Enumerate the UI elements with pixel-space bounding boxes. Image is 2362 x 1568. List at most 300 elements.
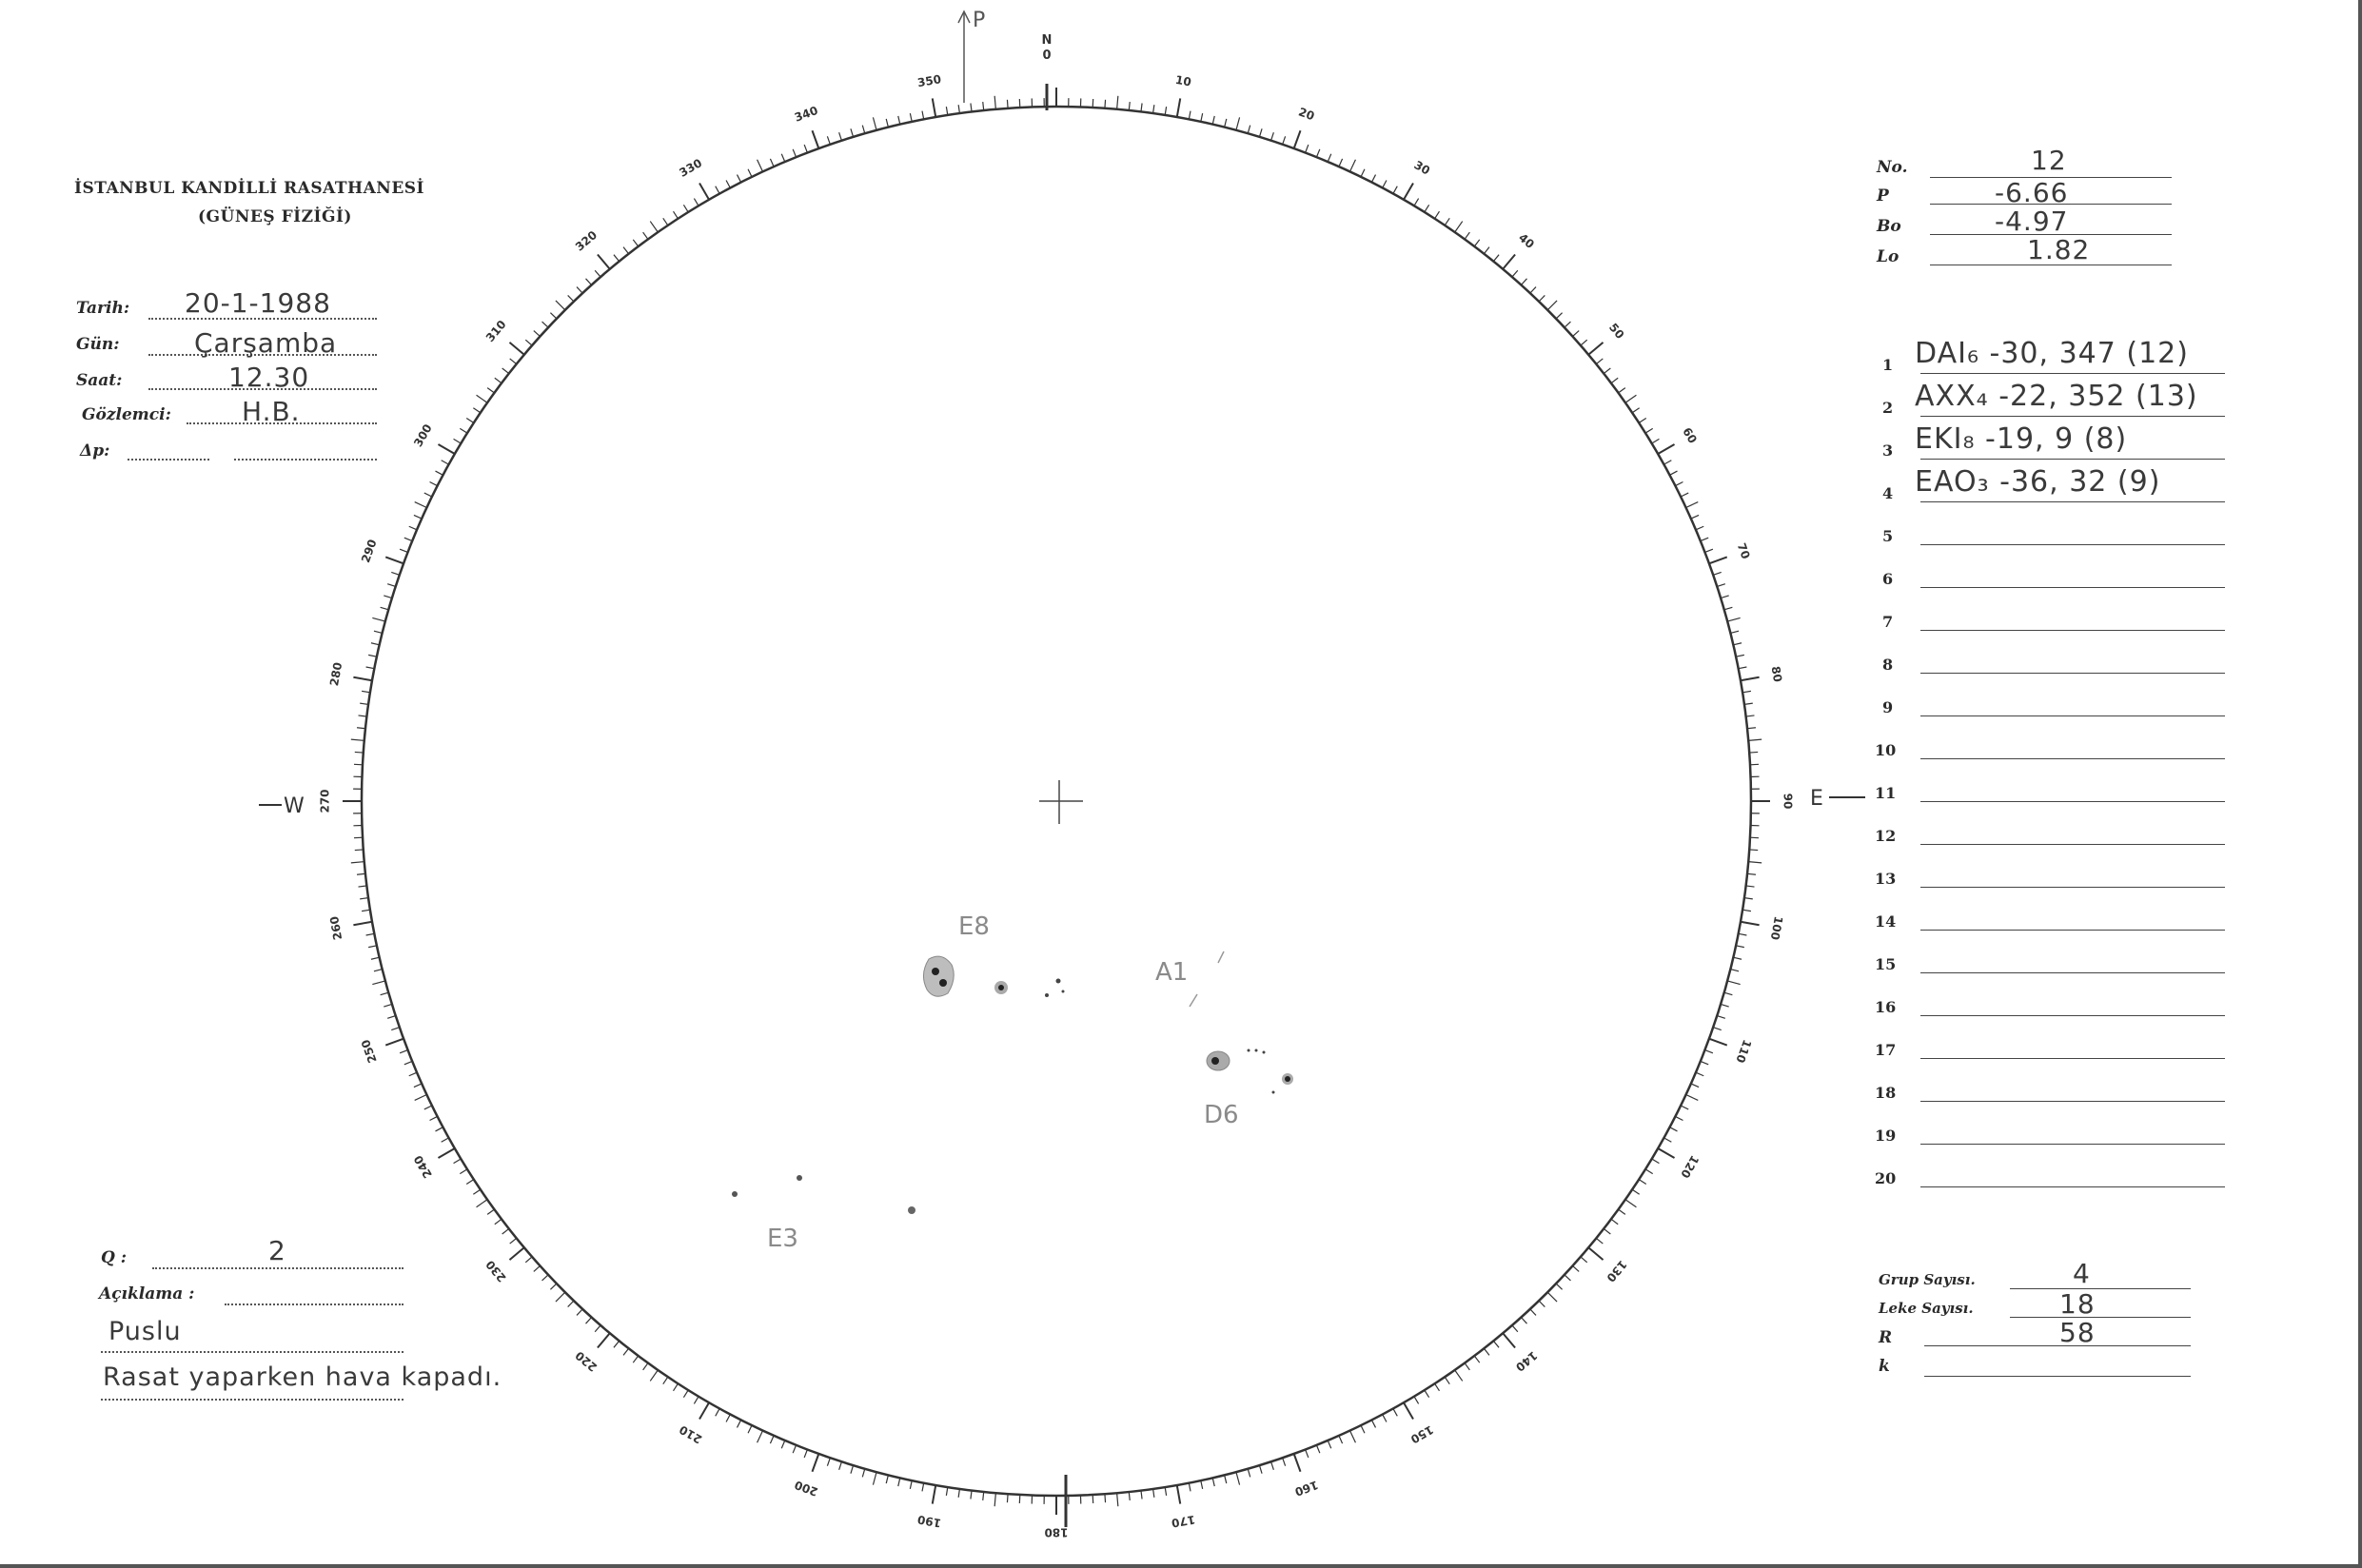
p-value: -6.66: [1995, 177, 2069, 208]
scale-tick: [1445, 1377, 1449, 1383]
scale-tick: [1474, 1356, 1479, 1362]
group-row-number: 4: [1882, 484, 1894, 502]
scale-tick: [1652, 439, 1660, 443]
scale-tick: [387, 1016, 396, 1019]
scale-tick: [946, 1487, 947, 1496]
scale-tick: [1455, 1370, 1463, 1381]
scale-tick: [534, 1265, 541, 1271]
scale-tick: [1701, 1061, 1708, 1064]
disk-center-crosshair: [1039, 780, 1083, 824]
degree-label: 290: [358, 537, 380, 565]
scale-tick: [357, 873, 365, 874]
r-label: R: [1879, 1328, 1893, 1347]
degree-label: 350: [915, 72, 943, 90]
scale-tick: [1652, 1159, 1660, 1164]
saat-label: Saat:: [76, 371, 123, 390]
spot-label-e3: E3: [767, 1225, 798, 1253]
degree-label: 260: [327, 914, 345, 942]
scale-tick: [1165, 107, 1166, 115]
scale-tick: [971, 1491, 972, 1499]
p-label: P: [1877, 186, 1889, 206]
degree-label: 60: [1680, 425, 1700, 446]
scale-tick: [1294, 130, 1301, 148]
group-row-line: [1920, 715, 2225, 716]
degree-label: 190: [915, 1512, 943, 1530]
degree-label: 120: [1678, 1152, 1702, 1181]
note-line-2: Rasat yaparken hava kapadı.: [103, 1362, 502, 1392]
degree-label: 40: [1516, 230, 1537, 252]
scale-tick: [1105, 1494, 1106, 1502]
scale-tick: [1189, 111, 1191, 120]
aciklama-line: [225, 1303, 404, 1305]
group-row-number: 6: [1882, 570, 1894, 588]
scale-tick: [839, 132, 842, 141]
scale-tick: [1484, 1348, 1489, 1355]
scale-tick: [1306, 1450, 1309, 1458]
scale-tick: [1681, 1106, 1688, 1109]
degree-label: 10: [1174, 72, 1192, 89]
scale-tick: [460, 428, 467, 433]
scale-tick: [381, 607, 389, 609]
bo-label: Bo: [1877, 217, 1901, 236]
degree-label: 50: [1605, 321, 1627, 342]
aciklama-label: Açıklama :: [99, 1284, 195, 1303]
scale-tick: [1746, 715, 1755, 716]
group-row-line: [1920, 1058, 2225, 1059]
scale-tick: [1721, 596, 1729, 598]
scale-tick: [1604, 1228, 1610, 1234]
scale-tick: [1225, 119, 1227, 127]
scale-tick: [886, 1475, 888, 1483]
scale-tick: [1713, 1028, 1722, 1030]
degree-label: 100: [1767, 914, 1785, 942]
scale-tick: [758, 1431, 763, 1443]
scale-tick: [674, 1383, 679, 1391]
group-row-number: 10: [1875, 741, 1897, 759]
scale-tick: [371, 957, 380, 959]
scale-tick: [873, 1472, 876, 1485]
scale-tick: [1425, 1390, 1429, 1398]
scale-tick: [568, 295, 574, 301]
scale-tick: [387, 584, 396, 587]
degree-label: 280: [327, 660, 345, 688]
scale-tick: [1236, 117, 1240, 130]
scale-tick: [495, 1219, 502, 1224]
scale-tick: [1670, 1127, 1678, 1131]
scale-tick: [623, 247, 629, 254]
scale-tick: [1696, 526, 1703, 530]
scale-tick: [873, 117, 876, 130]
group-row-line: [1920, 1186, 2225, 1187]
degree-label: 330: [677, 156, 705, 180]
scale-tick: [577, 287, 582, 294]
group-row-line: [1920, 1015, 2225, 1016]
degree-label: 30: [1411, 158, 1432, 178]
degree-label: 240: [411, 1152, 435, 1181]
scale-tick: [827, 136, 830, 145]
scale-tick: [1465, 1363, 1469, 1370]
scale-tick: [1727, 617, 1741, 621]
east-label: E: [1810, 787, 1823, 811]
scale-tick: [1675, 482, 1683, 486]
degree-label: 210: [677, 1422, 705, 1446]
scale-tick: [886, 119, 888, 127]
scale-tick: [1105, 100, 1106, 108]
scale-tick: [1747, 873, 1756, 874]
scale-tick: [726, 181, 730, 188]
scale-tick: [368, 946, 377, 948]
lo-value: 1.82: [2027, 234, 2091, 265]
scale-tick: [694, 199, 699, 206]
scale-tick: [1639, 1180, 1646, 1185]
scale-tick: [525, 1257, 532, 1263]
scale-tick: [400, 549, 407, 552]
scale-tick: [409, 526, 417, 530]
scale-tick: [898, 1478, 900, 1486]
scale-tick: [487, 1209, 494, 1214]
scale-tick: [1259, 128, 1262, 137]
scale-tick: [633, 1356, 638, 1362]
scale-tick: [510, 359, 517, 364]
scale-tick: [595, 1325, 600, 1332]
no-value: 12: [2031, 145, 2067, 176]
scale-tick: [1435, 211, 1440, 219]
group-row-number: 15: [1875, 955, 1897, 973]
scale-tick: [781, 1441, 785, 1448]
scale-tick: [1604, 368, 1610, 374]
scale-tick: [1705, 549, 1713, 552]
scale-tick: [674, 211, 679, 219]
scale-tick: [430, 482, 438, 486]
scale-tick: [793, 149, 796, 157]
scale-tick: [1539, 1301, 1545, 1306]
group-row-line: [1920, 416, 2225, 417]
scale-tick: [359, 886, 367, 887]
group-row-number: 14: [1875, 912, 1897, 931]
scale-tick: [1165, 1487, 1166, 1496]
scale-tick: [683, 205, 688, 212]
scale-tick: [525, 340, 532, 345]
scale-tick: [958, 1489, 959, 1498]
spot-group-d6: [1204, 1049, 1293, 1130]
degree-label: 250: [358, 1037, 380, 1066]
scale-tick: [1632, 1189, 1639, 1194]
scale-tick: [366, 667, 375, 669]
degree-scale: [319, 72, 1795, 1539]
scale-tick: [368, 655, 377, 657]
leke-value: 18: [2059, 1288, 2096, 1320]
group-row-text: EAO₃ -36, 32 (9): [1915, 465, 2161, 499]
scale-tick: [556, 301, 565, 310]
scale-tick: [351, 862, 364, 863]
scale-tick: [898, 116, 900, 125]
scale-tick: [360, 898, 368, 899]
scale-tick: [424, 493, 432, 497]
leke-label: Leke Sayısı.: [1879, 1300, 1974, 1317]
group-row-number: 19: [1875, 1127, 1897, 1145]
scale-tick: [1007, 1494, 1008, 1502]
scale-tick: [1129, 102, 1130, 110]
scale-tick: [663, 218, 668, 225]
scale-tick: [351, 739, 364, 740]
scale-tick: [1248, 126, 1250, 134]
scale-tick: [1619, 1209, 1625, 1214]
scale-tick: [1212, 116, 1214, 125]
scale-tick: [1572, 331, 1579, 337]
scale-tick: [1404, 1402, 1413, 1419]
group-row-line: [1920, 887, 2225, 888]
scale-tick: [1565, 1275, 1571, 1281]
degree-label: 70: [1734, 540, 1753, 561]
degree-label: 200: [792, 1478, 820, 1499]
scale-tick: [542, 1275, 549, 1281]
scale-tick: [542, 322, 549, 327]
group-row-number: 12: [1875, 827, 1897, 845]
scale-tick: [1117, 96, 1118, 109]
scale-tick: [1259, 1465, 1262, 1474]
spot-group-e8: [923, 912, 1064, 997]
group-row-line: [1920, 373, 2225, 374]
scale-tick: [1739, 933, 1747, 935]
scale-tick: [699, 183, 709, 199]
group-row-text: AXX₄ -22, 352 (13): [1915, 380, 2198, 413]
scale-tick: [1393, 186, 1397, 194]
scale-tick: [812, 130, 818, 148]
scale-tick: [650, 1370, 658, 1381]
scale-tick: [598, 1333, 610, 1347]
scale-tick: [738, 175, 741, 183]
k-label: k: [1879, 1357, 1890, 1376]
scale-tick: [442, 1138, 449, 1142]
group-row-line: [1920, 630, 2225, 631]
scale-tick: [577, 1309, 582, 1316]
scale-tick: [355, 850, 364, 851]
department-title: (GÜNEŞ FİZİĞİ): [198, 207, 352, 226]
scale-tick: [598, 254, 610, 268]
scale-tick: [1283, 136, 1286, 145]
group-row-text: DAI₆ -30, 347 (12): [1915, 337, 2189, 370]
scale-tick: [1645, 1169, 1653, 1174]
group-row-line: [1920, 1101, 2225, 1102]
scale-tick: [359, 715, 367, 716]
group-row-number: 5: [1882, 527, 1894, 545]
scale-tick: [1686, 1095, 1699, 1101]
scale-tick: [1361, 1425, 1365, 1433]
scale-tick: [994, 1493, 995, 1506]
scale-tick: [385, 1039, 404, 1046]
scale-tick: [362, 691, 370, 692]
group-row-text: EKI₈ -19, 9 (8): [1915, 422, 2128, 456]
scale-tick: [1539, 295, 1545, 301]
scale-tick: [1512, 1325, 1518, 1332]
degree-label: 20: [1296, 105, 1317, 124]
scale-tick: [495, 378, 502, 382]
group-row-number: 20: [1875, 1169, 1897, 1187]
group-row-line: [1920, 1144, 2225, 1145]
scale-tick: [404, 538, 412, 540]
saat-value: 12.30: [228, 362, 310, 393]
scale-tick: [1294, 1454, 1301, 1472]
group-row-line: [1920, 972, 2225, 973]
scale-tick: [851, 1465, 854, 1474]
scale-tick: [1328, 154, 1331, 162]
scale-tick: [1701, 538, 1708, 540]
scale-tick: [910, 1480, 912, 1489]
scale-tick: [355, 752, 364, 753]
scale-tick: [454, 1159, 462, 1164]
scale-tick: [827, 1458, 830, 1466]
scale-tick: [442, 461, 449, 464]
scale-tick: [1383, 1415, 1387, 1422]
group-row-line: [1920, 587, 2225, 588]
scale-tick: [362, 910, 370, 911]
scale-tick: [371, 643, 380, 645]
scale-tick: [1730, 631, 1739, 633]
group-row-number: 17: [1875, 1041, 1897, 1059]
scale-tick: [1455, 222, 1463, 232]
scale-tick: [1129, 1492, 1130, 1500]
scale-tick: [1383, 181, 1387, 188]
scale-tick: [1717, 584, 1725, 587]
scale-tick: [466, 1180, 474, 1185]
scale-tick: [550, 313, 556, 319]
scale-tick: [374, 631, 383, 633]
note-line-1-rule: [101, 1351, 404, 1353]
scale-tick: [1736, 946, 1744, 948]
scale-tick: [1748, 739, 1762, 740]
dp-line-2: [234, 459, 377, 461]
scale-tick: [1746, 886, 1755, 887]
scale-tick: [550, 1284, 556, 1289]
scale-tick: [1686, 502, 1699, 508]
scale-tick: [1696, 1072, 1703, 1076]
scale-tick: [1339, 159, 1343, 167]
scale-tick: [415, 502, 427, 508]
scale-tick: [1596, 359, 1603, 364]
scale-tick: [1484, 247, 1489, 254]
spot-label-a1: A1: [1155, 958, 1189, 987]
scale-tick: [614, 1341, 620, 1347]
scale-tick: [1565, 322, 1571, 327]
scale-tick: [414, 515, 422, 519]
group-row-number: 13: [1875, 870, 1897, 888]
group-row-line: [1920, 544, 2225, 545]
scale-tick: [1663, 1138, 1671, 1142]
scale-tick: [812, 1454, 818, 1472]
scale-tick: [510, 1238, 517, 1244]
scale-tick: [770, 159, 774, 167]
scale-tick: [1503, 1333, 1515, 1347]
degree-label: 150: [1407, 1422, 1436, 1446]
note-line-1: Puslu: [108, 1317, 182, 1346]
scale-tick: [436, 1127, 443, 1131]
scale-tick: [1658, 1148, 1674, 1158]
scale-tick: [946, 107, 947, 115]
scale-tick: [643, 232, 648, 239]
scale-tick: [1153, 105, 1154, 113]
scale-tick: [1670, 471, 1678, 475]
scale-tick: [804, 1450, 807, 1458]
scale-tick: [384, 1004, 392, 1007]
scale-tick: [1316, 1445, 1319, 1453]
scale-tick: [1691, 515, 1699, 519]
scale-tick: [1625, 1200, 1636, 1207]
group-row-number: 7: [1882, 613, 1894, 631]
degree-label: 300: [411, 421, 435, 450]
scale-tick: [438, 1148, 454, 1158]
scale-tick: [1619, 388, 1625, 393]
scale-tick: [1709, 557, 1727, 563]
spot-label-e8: E8: [958, 912, 990, 941]
scale-tick: [1435, 1383, 1440, 1391]
scale-tick: [1724, 992, 1733, 994]
k-line: [1924, 1376, 2191, 1377]
scale-tick: [438, 444, 454, 454]
q-value: 2: [268, 1235, 286, 1266]
scale-tick: [1393, 1408, 1397, 1416]
degree-label: 180: [1044, 1525, 1069, 1539]
scale-tick: [1658, 444, 1674, 454]
tarih-value: 20-1-1988: [185, 287, 331, 319]
group-row-number: 8: [1882, 656, 1894, 674]
scale-tick: [1596, 1238, 1603, 1244]
scale-tick: [1248, 1469, 1250, 1478]
gozlemci-value: H.B.: [242, 396, 301, 427]
scale-tick: [381, 992, 389, 994]
no-label: No.: [1877, 158, 1908, 177]
west-label: W: [284, 794, 305, 818]
dp-line-1: [128, 459, 209, 461]
scale-tick: [933, 98, 935, 117]
bo-value: -4.97: [1995, 206, 2069, 237]
q-line: [152, 1267, 404, 1269]
scale-tick: [509, 343, 523, 355]
scale-tick: [633, 240, 638, 246]
scale-tick: [391, 572, 400, 575]
scale-tick: [862, 1469, 864, 1478]
scale-tick: [971, 104, 972, 112]
scale-tick: [1713, 572, 1722, 575]
scale-tick: [804, 145, 807, 152]
gozlemci-label: Gözlemci:: [82, 405, 171, 424]
scale-tick: [415, 1095, 427, 1101]
north-label: N: [1041, 33, 1053, 48]
scale-tick: [1611, 1219, 1618, 1224]
degree-label: 340: [792, 103, 820, 125]
scale-tick: [1371, 1420, 1375, 1427]
group-row-number: 16: [1875, 998, 1897, 1016]
scale-tick: [1177, 1485, 1180, 1504]
lo-label: Lo: [1877, 247, 1899, 266]
scale-tick: [424, 1106, 432, 1109]
scale-tick: [1212, 1478, 1214, 1486]
scale-tick: [1742, 910, 1751, 911]
scale-tick: [758, 160, 763, 172]
scale-tick: [663, 1377, 668, 1383]
grup-line: [2010, 1288, 2191, 1289]
scale-tick: [694, 1397, 699, 1404]
degree-label: 90: [1781, 793, 1795, 810]
scale-tick: [487, 388, 494, 393]
degree-label: 310: [482, 317, 509, 345]
scale-tick: [477, 395, 487, 402]
scale-tick: [1530, 287, 1536, 294]
scale-tick: [1316, 149, 1319, 157]
scale-tick: [414, 1084, 422, 1088]
scale-tick: [586, 1317, 592, 1323]
scale-tick: [1741, 922, 1760, 925]
scale-tick: [1530, 1309, 1536, 1316]
